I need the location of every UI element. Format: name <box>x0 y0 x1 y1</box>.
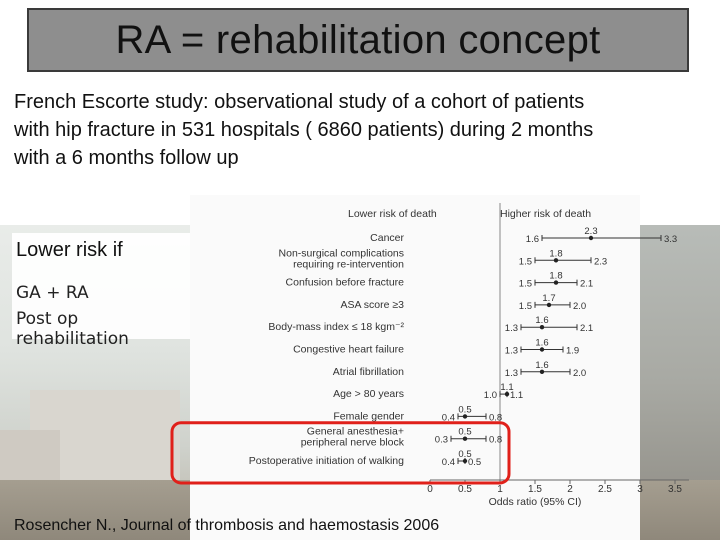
row-label: Cancer <box>370 232 404 244</box>
x-tick-label: 1.5 <box>528 484 542 495</box>
row-label: Female gender <box>333 410 404 423</box>
ci-low-label: 1.3 <box>504 367 518 379</box>
x-tick-label: 3.5 <box>668 484 682 495</box>
ci-high-label: 0.5 <box>468 457 482 468</box>
intro-line: with a 6 months follow up <box>14 147 239 169</box>
ci-low-label: 1.5 <box>518 300 532 312</box>
row-label: requiring re-intervention <box>293 258 404 271</box>
estimate-label: 0.5 <box>458 426 472 438</box>
row-label: Congestive heart failure <box>293 343 404 356</box>
estimate-label: 0.5 <box>458 404 472 416</box>
side-note-item: GA + RA <box>16 283 89 303</box>
x-tick-label: 2 <box>567 484 573 495</box>
estimate-label: 1.1 <box>500 382 514 394</box>
citation: Rosencher N., Journal of thrombosis and haemostasis 2006 <box>14 517 440 534</box>
ci-high-label: 1.9 <box>566 345 580 357</box>
row-label: Non-surgical complications <box>278 247 404 260</box>
side-note-box <box>12 233 190 349</box>
x-tick-label: 0.5 <box>458 484 472 495</box>
ci-low-label: 0.4 <box>441 457 455 468</box>
row-label: General anesthesia+ <box>306 425 404 438</box>
x-tick-label: 2.5 <box>598 484 612 495</box>
row-label: Age > 80 years <box>333 388 404 401</box>
row-label: Atrial fibrillation <box>332 365 404 378</box>
ci-high-label: 2.1 <box>580 278 594 290</box>
ci-high-label: 2.3 <box>594 256 608 268</box>
x-axis-label: Odds ratio (95% CI) <box>488 496 582 508</box>
ci-high-label: 2.1 <box>580 323 594 335</box>
estimate-label: 1.6 <box>535 315 549 327</box>
header-right: Higher risk of death <box>500 208 592 220</box>
estimate-label: 1.6 <box>535 359 549 371</box>
row-label: Postoperative initiation of walking <box>248 455 404 467</box>
ci-high-label: 3.3 <box>664 234 678 245</box>
intro-line: with hip fracture in 531 hospitals ( 6860 patients) during 2 months <box>14 119 594 141</box>
row-label: peripheral nerve block <box>300 436 404 449</box>
ci-high-label: 0.8 <box>489 434 503 446</box>
ci-high-label: 0.8 <box>489 412 503 424</box>
ci-low-label: 0.4 <box>441 412 455 424</box>
ci-high-label: 2.0 <box>573 367 587 379</box>
estimate-label: 1.8 <box>549 248 563 260</box>
side-note-title: Lower risk if <box>16 239 123 261</box>
row-label: ASA score ≥3 <box>340 298 404 311</box>
estimate-label: 1.6 <box>535 337 549 349</box>
estimate-label: 2.3 <box>584 226 598 237</box>
intro-line: French Escorte study: observational study of a cohort of patients <box>14 91 585 113</box>
x-tick-label: 1 <box>497 484 503 495</box>
ci-low-label: 1.6 <box>525 234 539 245</box>
x-tick-label: 3 <box>637 484 643 495</box>
slide-title: RA = rehabilitation concept <box>115 17 601 62</box>
estimate-label: 1.7 <box>542 292 556 304</box>
estimate-label: 0.5 <box>458 449 472 460</box>
ci-low-label: 1.3 <box>504 323 518 335</box>
ci-low-label: 1.3 <box>504 345 518 357</box>
row-label: Confusion before fracture <box>285 276 404 289</box>
ci-high-label: 2.0 <box>573 300 587 312</box>
row-label: Body-mass index ≤ 18 kgm⁻² <box>268 321 404 334</box>
ci-low-label: 1.5 <box>518 278 532 290</box>
ci-low-label: 1.5 <box>518 256 532 268</box>
ci-low-label: 1.0 <box>483 390 497 402</box>
side-note-item: Post op rehabilitation <box>16 309 129 349</box>
estimate-label: 1.8 <box>549 270 563 282</box>
x-tick-label: 0 <box>427 484 433 495</box>
ci-high-label: 1.1 <box>510 390 524 402</box>
ci-low-label: 0.3 <box>434 434 448 446</box>
header-left: Lower risk of death <box>348 208 437 220</box>
